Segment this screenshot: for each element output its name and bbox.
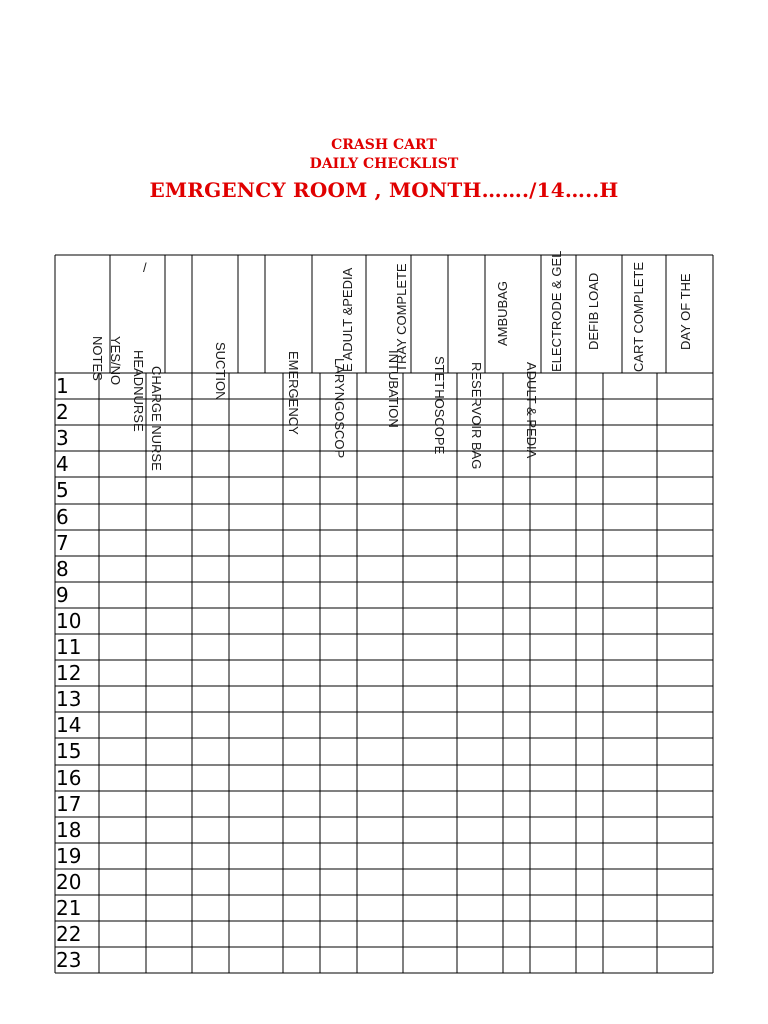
- header-cart-complete: CART COMPLETE: [631, 261, 646, 372]
- row-number: 10: [56, 609, 82, 633]
- header-suction: SUCTION: [213, 342, 228, 401]
- row-number: 15: [56, 739, 82, 763]
- row-number: 5: [56, 478, 69, 502]
- header-laryngoscope: LARYNGOSCOP: [332, 358, 347, 459]
- row-number: 13: [56, 687, 82, 711]
- row-number: 11: [56, 635, 82, 659]
- row-number: 3: [56, 426, 69, 450]
- row-number: 22: [56, 922, 82, 946]
- row-number: 19: [56, 844, 82, 868]
- row-number: 1: [56, 374, 69, 398]
- row-number: 16: [56, 766, 82, 790]
- row-number: 6: [56, 505, 69, 529]
- header-tray-complete: TRAY COMPLETE: [394, 263, 409, 372]
- header-headnurse: HEADNURSE: [131, 350, 146, 432]
- title-daily-checklist: DAILY CHECKLIST: [309, 156, 459, 172]
- header-day-of-the: DAY OF THE: [678, 273, 693, 350]
- header-notes: NOTES: [90, 336, 105, 381]
- header-emergency: EMERGENCY: [286, 351, 301, 435]
- row-number: 12: [56, 661, 82, 685]
- header-ambubag: AMBUBAG: [495, 280, 510, 346]
- header-yes-no: YES/NO: [108, 336, 123, 386]
- header-intubation: INTUBATION: [386, 350, 401, 428]
- row-number: 17: [56, 792, 82, 816]
- row-number: 7: [56, 531, 69, 555]
- header-charge-nurse: CHARGE NURSE: [149, 366, 164, 471]
- row-number: 2: [56, 400, 69, 424]
- header-adult-pedia-1: E ADULT &PEDIA: [340, 267, 355, 372]
- row-number: 18: [56, 818, 82, 842]
- row-number: 4: [56, 452, 69, 476]
- title-emergency-room-month: EMRGENCY ROOM , MONTH……./14…..H: [149, 178, 619, 202]
- row-number: 14: [56, 713, 82, 737]
- row-number: 21: [56, 896, 82, 920]
- header-slash: /: [143, 260, 147, 275]
- header-defib-load: DEFIB LOAD: [586, 272, 601, 350]
- row-number: 20: [56, 870, 82, 894]
- header-electrode-gel: ELECTRODE & GEL: [549, 250, 564, 372]
- title-crash-cart: CRASH CART: [331, 137, 437, 153]
- header-stethoscope: STETHOSCOPE: [432, 356, 447, 455]
- row-number: 9: [56, 583, 69, 607]
- header-reservoir-bag: RESERVOIR BAG: [469, 362, 484, 470]
- row-number: 8: [56, 557, 69, 581]
- header-adult-pedia-2: ADULT & PEDIA: [524, 362, 539, 459]
- row-number: 23: [56, 948, 82, 972]
